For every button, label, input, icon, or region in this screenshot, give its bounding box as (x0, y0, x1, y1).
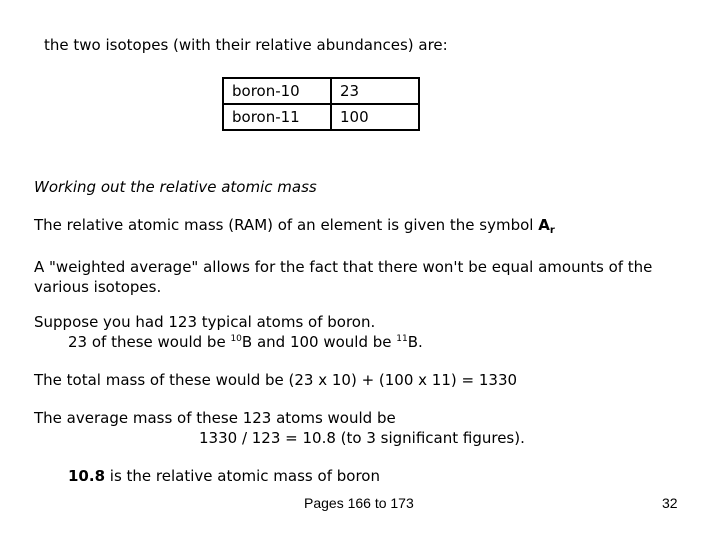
abundance-cell: 23 (331, 78, 419, 104)
ar-symbol-sub: r (549, 225, 555, 236)
ar-symbol-main: A (538, 216, 550, 234)
isotope-cell: boron-11 (223, 104, 331, 130)
conclusion-text: is the relative atomic mass of boron (105, 467, 380, 485)
isotope-count-line (68, 333, 423, 351)
weighted-average-paragraph: A "weighted average" allows for the fact that there won't be equal amounts of the various isotopes. (34, 258, 653, 296)
ram-definition-text: The relative atomic mass (RAM) of an element is given the symbol (34, 216, 539, 234)
table-row (223, 78, 419, 104)
slide-number: 32 (662, 495, 678, 511)
isotope-count-text-b: B and 100 would be (241, 333, 397, 351)
conclusion-line (68, 467, 380, 485)
ram-value: 10.8 (68, 467, 106, 485)
isotope-cell: boron-10 (223, 78, 331, 104)
boron11-mass-number: 11 (396, 334, 408, 344)
section-heading: Working out the relative atomic mass (34, 178, 317, 196)
ar-symbol (538, 216, 555, 234)
suppose-line: Suppose you had 123 typical atoms of boron. (34, 313, 376, 331)
abundance-cell: 100 (331, 104, 419, 130)
total-mass-line: The total mass of these would be (23 x 10) + (100 x 11) = 1330 (34, 371, 518, 389)
isotope-count-text-c: B. (407, 333, 423, 351)
isotope-count-text-a: 23 of these would be (68, 333, 231, 351)
boron10-mass-number: 10 (230, 334, 242, 344)
table-row (223, 104, 419, 130)
average-mass-line: The average mass of these 123 atoms would be (34, 409, 396, 427)
isotope-table (222, 77, 420, 131)
ram-definition (34, 216, 555, 236)
average-mass-calculation: 1330 / 123 = 10.8 (to 3 significant figures). (199, 429, 525, 447)
footer-pages: Pages 166 to 173 (304, 495, 414, 511)
intro-text: the two isotopes (with their relative abundances) are: (44, 36, 448, 54)
